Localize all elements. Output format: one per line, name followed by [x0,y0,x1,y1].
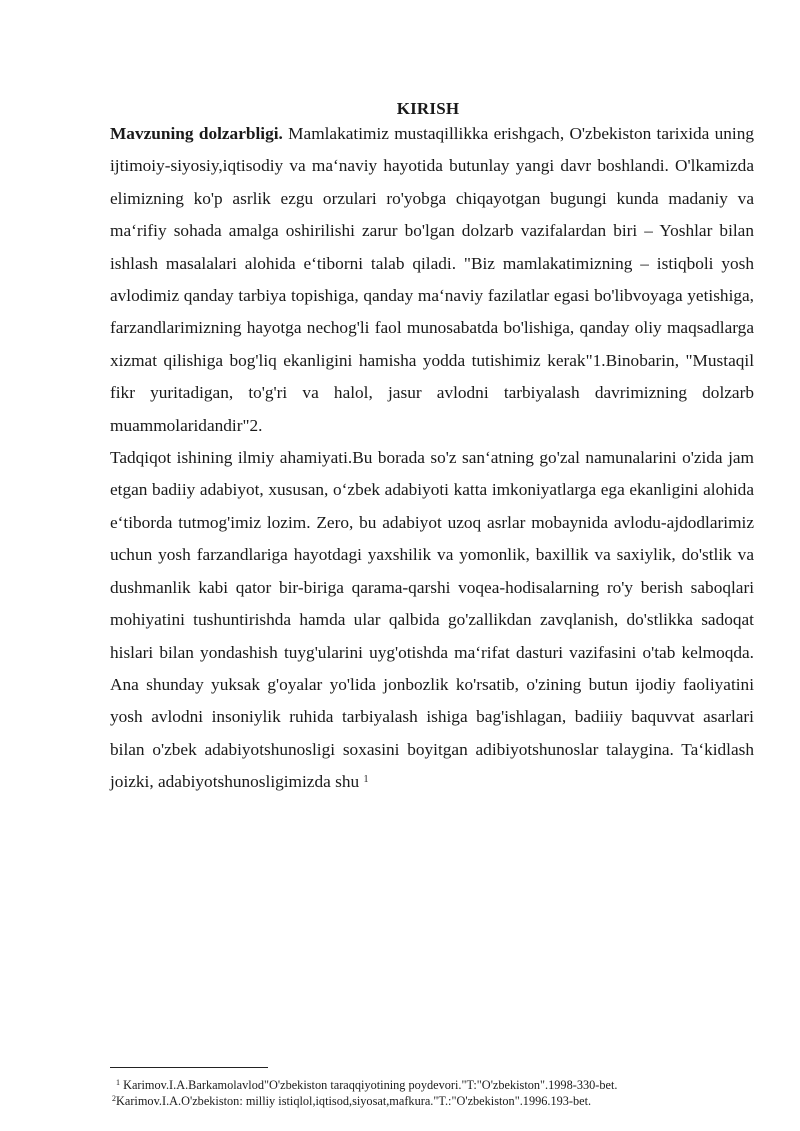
paragraph-relevance [110,118,754,442]
footnote-2 [112,1093,752,1109]
footnotes [112,1077,752,1109]
footnote-marker: 2 [112,1094,116,1103]
page-heading: KIRISH [396,99,460,118]
paragraph-lead: Mavzuning dolzarbligi. [110,124,283,143]
footnote-separator [110,1067,268,1068]
footnote-marker: 1 [116,1078,120,1087]
footnote-reference: 1 [363,774,369,786]
footnote-1 [112,1077,752,1093]
paragraph-text: Mamlakatimiz mustaqillikka erishgach, O'zbekiston tarixida uning ijtimoiy-siyosiy,iqtisodiy va ma‘naviy hayotida butunlay yangi davr boshlandi. O'lkamizda elimizning ko'p asrlik ezgu orzulari ro'yobga chiqayotgan bugungi kunda madaniy va ma‘rifiy sohada amalga oshirilishi zarur bo'lgan dolzarb vazifalardan biri – Yoshlar bilan ishlash masalalari alohida e‘tiborni talab qiladi. "Biz mamlakatimizning – istiqboli yosh avlodimiz qanday tarbiya topishiga, qanday ma‘naviy fazilatlar egasi bo'libvoyaga yetishiga, farzandlarimizning hayotga nechog'li faol munosabatda bo'lishiga, qanday oliy maqsadlarga xizmat qilishiga bog'liq ekanligini hamisha yodda tutishimiz kerak"1.Binobarin, "Mustaqil fikr yuritadigan, to'g'ri va halol, jasur avlodni tarbiyalash davrimizning dolzarb muammolaridandir"2. [110,124,755,435]
footnote-text: Karimov.I.A.Barkamolavlod"O'zbekiston taraqqiyotining poydevori."T:"O'zbekiston".1998-330-bet. [120,1078,618,1092]
paragraph-significance [110,442,754,798]
body-text [110,118,754,799]
paragraph-text: Tadqiqot ishining ilmiy ahamiyati.Bu borada so'z san‘atning go'zal namunalarini o'zida jam etgan badiiy adabiyot, xususan, o‘zbek adabiyoti katta imkoniyatlarga ega ekanligini alohida e‘tiborda tutmog'imiz lozim. Zero, bu adabiyot uzoq asrlar mobaynida avlodu-ajdodlarimiz uchun yosh farzandlariga hayotdagi yaxshilik va yomonlik, baxillik va saxiylik, do'stlik va dushmanlik kabi qator bir-biriga qarama-qarshi voqea-hodisalarning ro'y berish saboqlari mohiyatini tushuntirishda hamda ular qalbida go'zallikdan zavqlanish, do'stlikka sadoqat hislari bilan yondashish tuyg'ularini uyg'otishda ma‘rifat dasturi vazifasini o'tab kelmoqda. Ana shunday yuksak g'oyalar yo'lida jonbozlik ko'rsatib, o'zining butun ijodiy faoliyatini yosh avlodni insoniylik ruhida tarbiyalash ishiga bag'ishlagan, badiiiy baquvvat asarlari bilan o'zbek adabiyotshunosligi soxasini boyitgan adibiyotshunoslar talaygina. Ta‘kidlash joizki, adabiyotshunosligimizda shu [110,448,754,792]
footnote-text: Karimov.I.A.O'zbekiston: milliy istiqlol,iqtisod,siyosat,mafkura."T.:"O'zbekiston".1996.193-bet. [116,1094,592,1108]
